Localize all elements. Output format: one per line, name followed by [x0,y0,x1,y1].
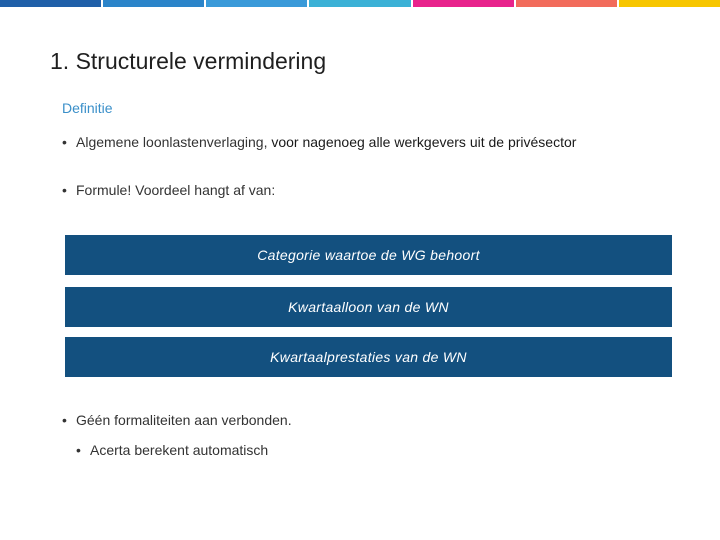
bullet-dot-icon: • [76,442,81,458]
factor-box: Kwartaalloon van de WN [65,287,672,327]
bullet-dot-icon: • [62,412,67,428]
section-subtitle: Definitie [62,100,113,116]
bullet-text: Géén formaliteiten aan verbonden. [76,412,292,428]
bullet-item [62,181,276,199]
bullet-dot-icon: • [62,134,67,150]
sub-bullet-item [76,441,269,459]
top-color-bar [0,0,720,7]
factor-box: Categorie waartoe de WG behoort [65,235,672,275]
bullet-text: Algemene loonlastenverlaging, [76,134,272,150]
bullet-text: Acerta berekent automatisch [90,442,269,458]
color-bar-segment [103,0,204,7]
color-bar-segment [206,0,307,7]
color-bar-segment [619,0,720,7]
color-bar-segment [309,0,410,7]
color-bar-segment [516,0,617,7]
color-bar-segment [0,0,101,7]
bullet-text-strong: voor nagenoeg alle werkgevers uit de privésector [271,134,577,150]
bullet-dot-icon: • [62,182,67,198]
bullet-text: Formule! Voordeel hangt af van: [76,182,276,198]
bullet-item [62,411,292,429]
bullet-item [62,133,616,151]
factor-box: Kwartaalprestaties van de WN [65,337,672,377]
slide-title: 1. Structurele vermindering [50,48,327,74]
color-bar-segment [413,0,514,7]
